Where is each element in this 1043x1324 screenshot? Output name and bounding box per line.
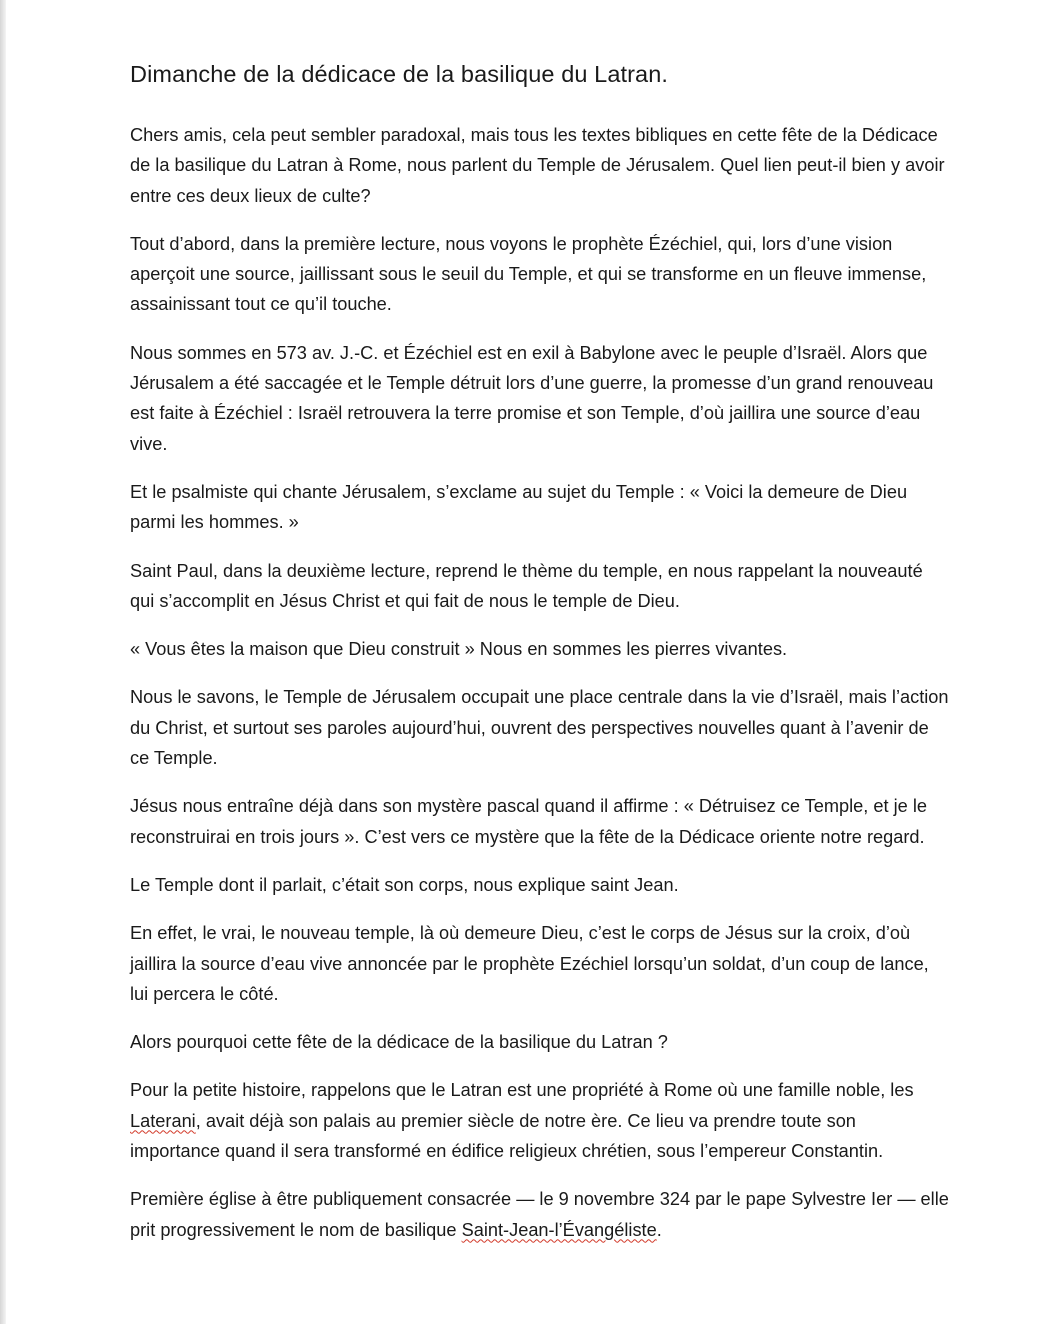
paragraph-4: Et le psalmiste qui chante Jérusalem, s’exclame au sujet du Temple : « Voici la demeure de Dieu parmi les hommes. » [130, 481, 908, 533]
paragraph-3: Nous sommes en 573 av. J.-C. et Ézéchiel est en exil à Babylone avec le peuple d’Israël. Alors que Jérusalem a été saccagée et le Temple détruit lors d’une guerre, la promesse d’un grand renouveau est faite à Ézéchiel : Israël retrouvera la terre promise et son Temple, d’où jaillira une source d’eau vive. [130, 342, 934, 454]
document-title: Dimanche de la dédicace de la basilique du Latran. [130, 61, 669, 87]
paragraph-6: « Vous êtes la maison que Dieu construit » Nous en sommes les pierres vivantes. [130, 639, 788, 660]
paragraph-1: Chers amis, cela peut sembler paradoxal, mais tous les textes bibliques en cette fête de la Dédicace de la basilique du Latran à Rome, nous parlent du Temple de Jérusalem. Quel lien peut-il bien y avoir entre ces deux lieux de culte? [130, 125, 945, 206]
paragraph-13-text-before: Première église à être publiquement consacrée — le 9 novembre 324 par le pape Sylvestre Ier — elle prit progressivement le nom de basilique [130, 1189, 949, 1240]
spellcheck-flagged-word[interactable]: Laterani [130, 1110, 196, 1131]
page-edge [0, 0, 6, 1324]
paragraph-7: Nous le savons, le Temple de Jérusalem occupait une place centrale dans la vie d’Israël, mais l’action du Christ, et surtout ses paroles aujourd’hui, ouvrent des perspectives nouvelles quant à l’avenir de ce Temple. [130, 687, 949, 769]
paragraph-12 [130, 1075, 950, 1166]
paragraph-8: Jésus nous entraîne déjà dans son mystère pascal quand il affirme : « Détruisez ce Temple, et je le reconstruirai en trois jours ». C’est vers ce mystère que la fête de la Dédicace oriente notre regard. [130, 796, 927, 847]
paragraph-13 [130, 1184, 950, 1245]
spellcheck-flagged-phrase[interactable]: Saint-Jean-l’Évangéliste [461, 1219, 657, 1240]
paragraph-11: Alors pourquoi cette fête de la dédicace de la basilique du Latran ? [130, 1032, 668, 1053]
paragraph-13-text-after: . [656, 1219, 662, 1240]
paragraph-12-text-before: Pour la petite histoire, rappelons que le Latran est une propriété à Rome où une famille noble, les [130, 1080, 914, 1101]
document-page [130, 58, 950, 1263]
paragraph-10: En effet, le vrai, le nouveau temple, là où demeure Dieu, c’est le corps de Jésus sur la croix, d’où jaillira la source d’eau vive annoncée par le prophète Ezéchiel lorsqu’un soldat, d’un coup de lance, lui percera le côté. [130, 923, 929, 1004]
paragraph-9: Le Temple dont il parlait, c’était son corps, nous explique saint Jean. [130, 874, 679, 895]
paragraph-2: Tout d’abord, dans la première lecture, nous voyons le prophète Ézéchiel, qui, lors d’une vision aperçoit une source, jaillissant sous le seuil du Temple, et qui se transforme en un fleuve immense, assainissant tout ce qu’il touche. [130, 233, 927, 315]
paragraph-5: Saint Paul, dans la deuxième lecture, reprend le thème du temple, en nous rappelant la nouveauté qui s’accomplit en Jésus Christ et qui fait de nous le temple de Dieu. [130, 560, 923, 611]
paragraph-12-text-after: , avait déjà son palais au premier siècle de notre ère. Ce lieu va prendre toute son importance quand il sera transformé en édifice religieux chrétien, sous l’empereur Constantin. [130, 1110, 884, 1162]
